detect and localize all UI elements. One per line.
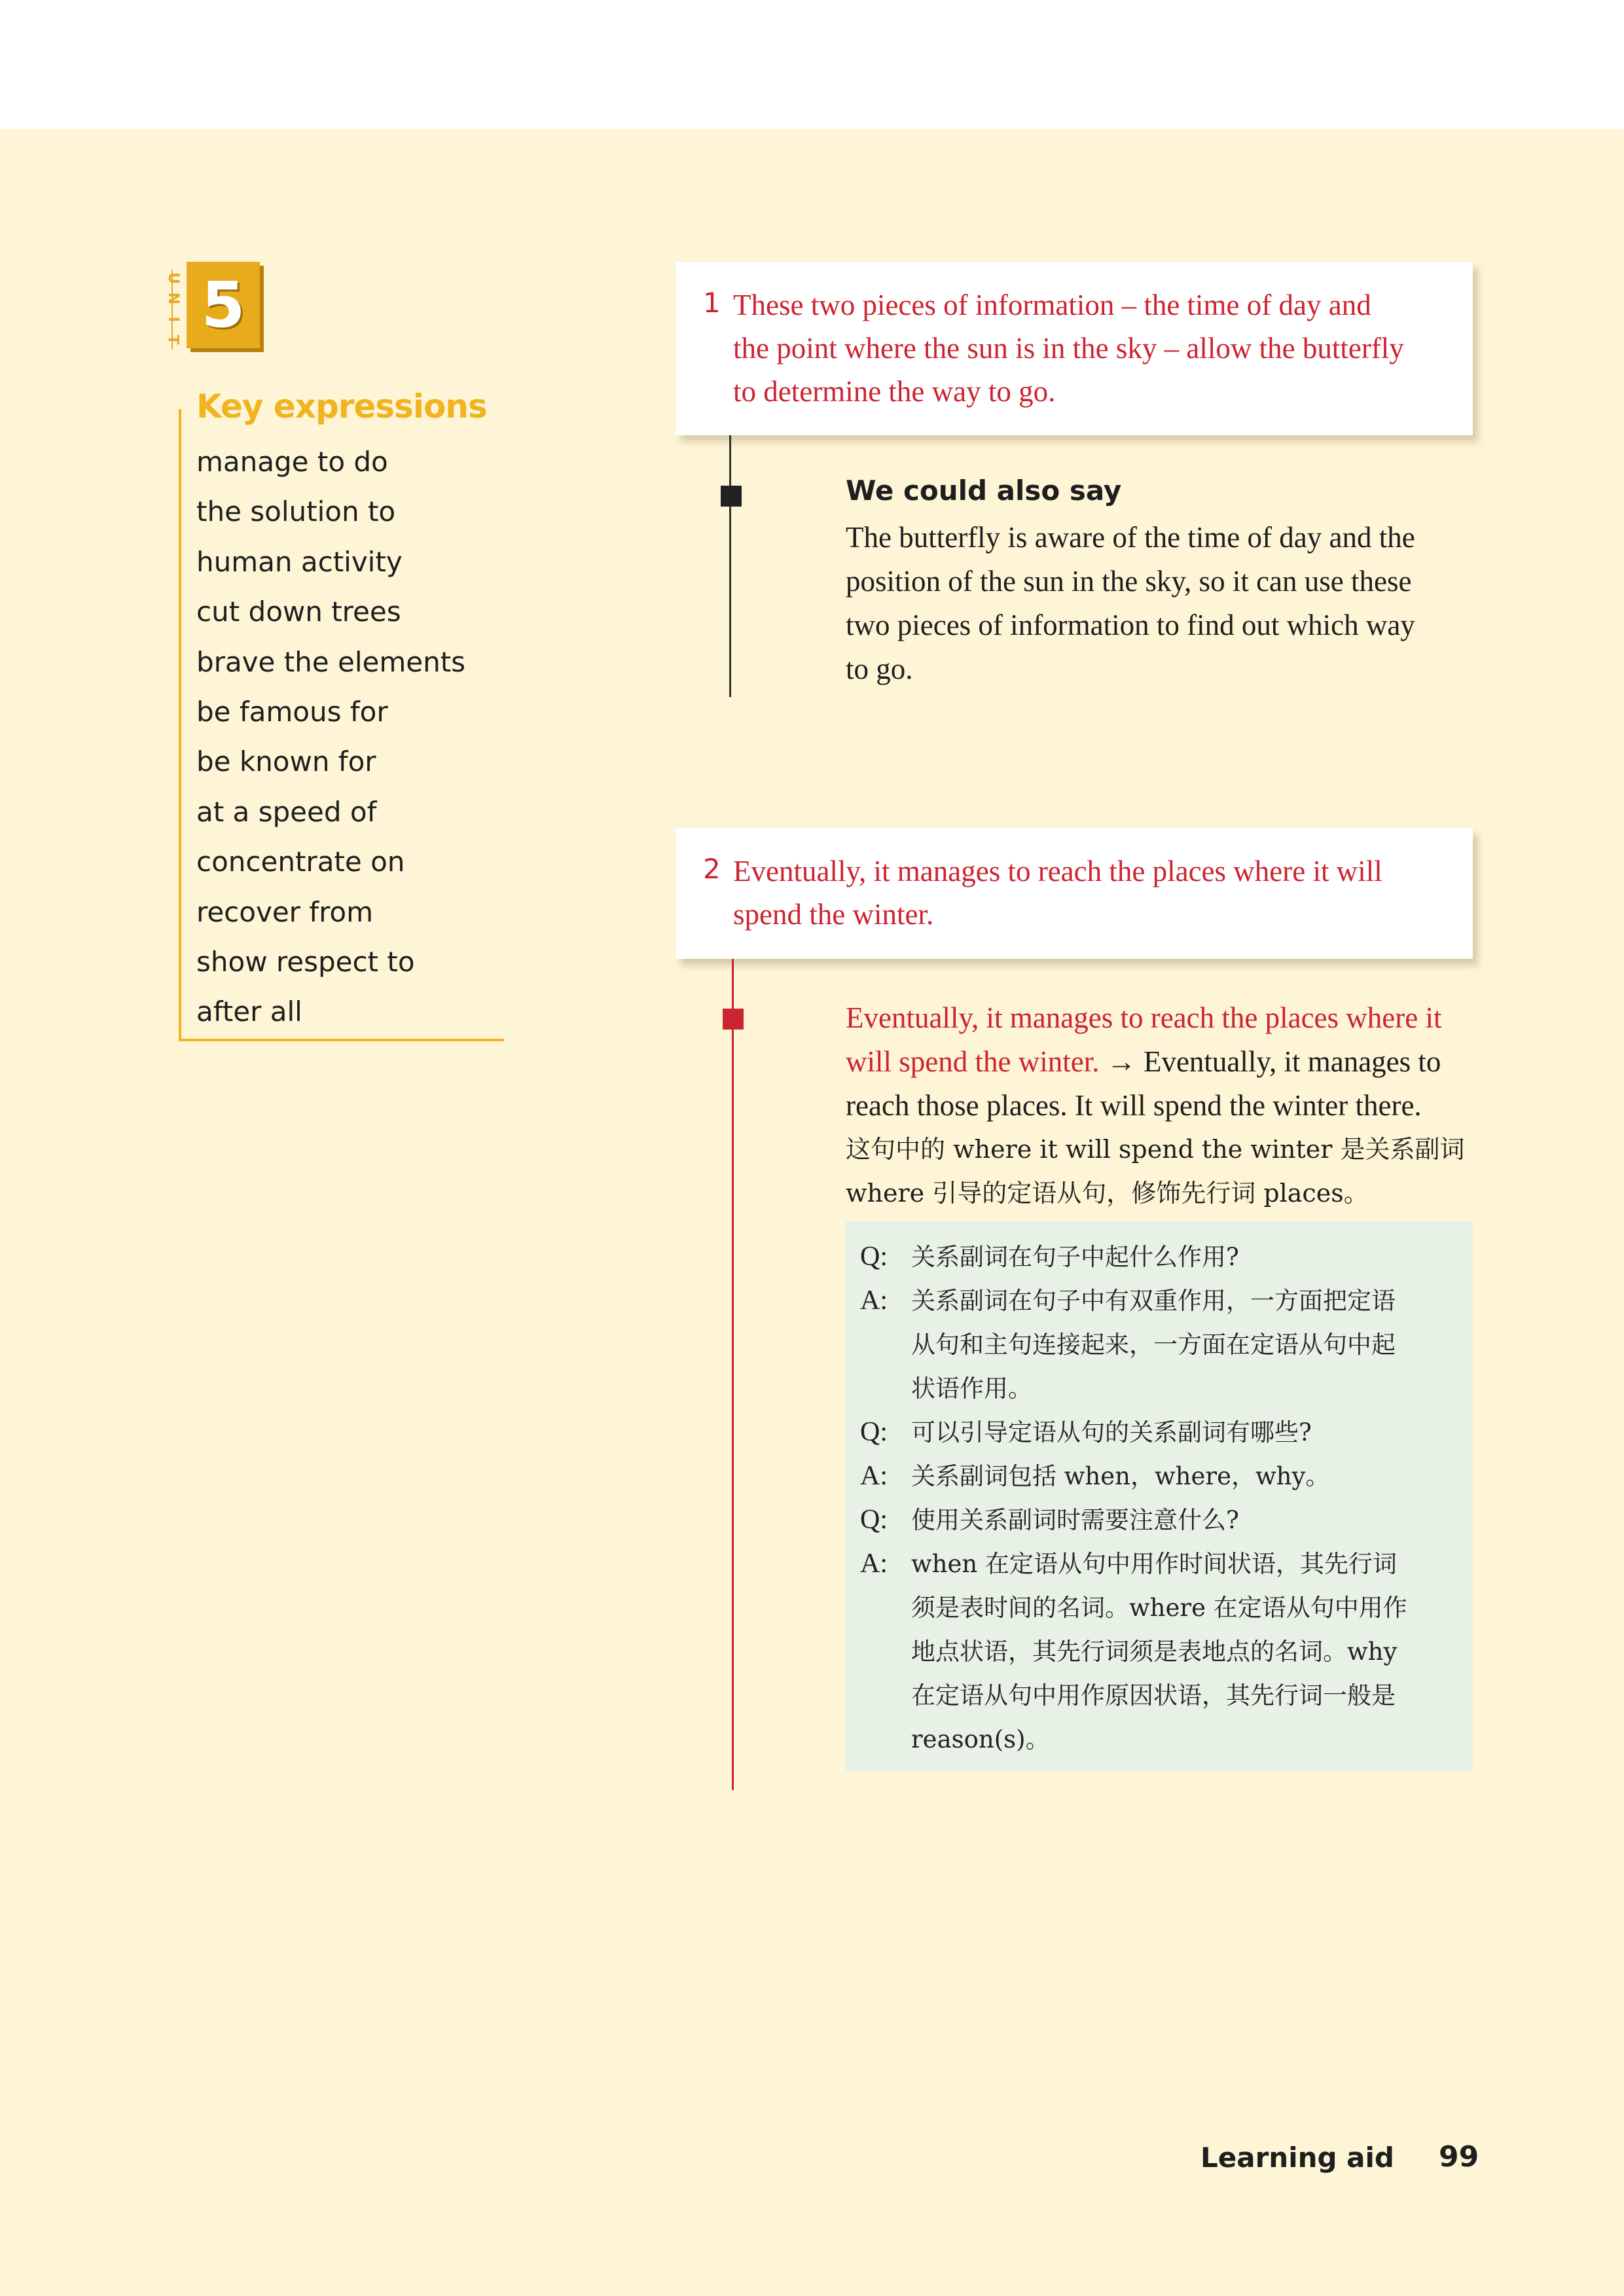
qa-label: A: [860, 1285, 888, 1316]
text-line: position of the sun in the sky, so it can use these [846, 565, 1412, 598]
text-line: 状语作用。 [911, 1374, 1032, 1403]
text-line: reason(s)。 [911, 1725, 1050, 1753]
qa-item [860, 1498, 1453, 1542]
connector-line [732, 959, 734, 1790]
text-line: 使用关系副词时需要注意什么? [911, 1506, 1239, 1534]
qa-label: Q: [860, 1242, 888, 1272]
sentence-2-box [676, 828, 1473, 959]
qa-item [860, 1410, 1453, 1454]
text-line: the point where the sun is in the sky – allow the butterfly [733, 332, 1404, 365]
unit-label [164, 270, 182, 348]
list-item: brave the elements [196, 645, 466, 678]
list-item: cut down trees [196, 596, 401, 628]
list-item: concentrate on [196, 846, 405, 878]
qa-label: A: [860, 1549, 888, 1579]
qa-label: A: [860, 1461, 888, 1491]
unit-letter: T [164, 334, 181, 345]
also-say-title: We could also say [846, 475, 1122, 507]
key-expressions-border [179, 409, 181, 1041]
sentence-1-text [733, 283, 1434, 413]
qa-box [846, 1221, 1473, 1771]
text-line: 关系副词在句子中起什么作用? [911, 1243, 1239, 1271]
sentence-2-text [733, 850, 1434, 936]
also-say-text [846, 516, 1458, 691]
text-line: 须是表时间的名词。where 在定语从句中用作 [911, 1594, 1407, 1622]
key-expressions-underline [179, 1039, 504, 1041]
qa-item [860, 1235, 1453, 1279]
connector-line [729, 435, 731, 697]
list-item: manage to do [196, 446, 388, 478]
qa-label: Q: [860, 1417, 888, 1447]
list-item: be famous for [196, 695, 388, 728]
page-number: 99 [1439, 2140, 1479, 2174]
explanation [846, 996, 1474, 1215]
unit-number: 5 [201, 268, 245, 342]
text-line: spend the winter. [733, 898, 934, 931]
list-item: human activity [196, 545, 403, 578]
text-line: when 在定语从句中用作时间状语，其先行词 [911, 1550, 1397, 1578]
qa-item [860, 1542, 1453, 1761]
unit-letter: U [165, 272, 181, 284]
sentence-number: 2 [703, 853, 721, 885]
footer-section-label: Learning aid [1200, 2142, 1394, 2174]
text-line: will spend the winter. [846, 1045, 1100, 1078]
unit-badge [187, 262, 260, 348]
text-line: where 引导的定语从句，修饰先行词 places。 [846, 1179, 1369, 1208]
sentence-1-box [676, 262, 1473, 435]
text-line: 关系副词在句子中有双重作用，一方面把定语 [911, 1287, 1396, 1315]
list-item: at a speed of [196, 795, 377, 828]
text-line: reach those places. It will spend the winter there. [846, 1089, 1422, 1122]
qa-label: Q: [860, 1505, 888, 1535]
list-item: after all [196, 996, 302, 1028]
text-line: 关系副词包括 when，where，why。 [911, 1462, 1330, 1490]
list-item: the solution to [196, 495, 396, 528]
key-expressions-title: Key expressions [196, 387, 487, 425]
text-line: 这句中的 where it will spend the winter 是关系副词 [846, 1135, 1465, 1164]
text-line: two pieces of information to find out which way [846, 609, 1415, 641]
unit-letter: N [164, 293, 181, 305]
text-line: to go. [846, 653, 913, 685]
text-line: The butterfly is aware of the time of day and the [846, 521, 1415, 554]
text-line: 从句和主句连接起来，一方面在定语从句中起 [911, 1331, 1396, 1359]
text-line: Eventually, it manages to reach the places where it [846, 1001, 1442, 1034]
unit-letter: I [165, 316, 181, 322]
text-line: Eventually, it manages to reach the places where it will [733, 855, 1382, 888]
text-line: 地点状语，其先行词须是表地点的名词。why [911, 1638, 1398, 1666]
text-line: 可以引导定语从句的关系副词有哪些? [911, 1418, 1312, 1446]
qa-item [860, 1454, 1453, 1498]
bullet-square [721, 486, 742, 507]
text-line: → Eventually, it manages to [1099, 1045, 1441, 1078]
sentence-number: 1 [703, 287, 721, 319]
key-expressions-list [196, 437, 465, 1037]
list-item: show respect to [196, 945, 415, 978]
qa-item [860, 1279, 1453, 1410]
text-line: 在定语从句中用作原因状语，其先行词一般是 [911, 1681, 1396, 1710]
bullet-square [723, 1009, 744, 1030]
list-item: be known for [196, 745, 376, 778]
text-line: to determine the way to go. [733, 375, 1056, 408]
list-item: recover from [196, 895, 374, 928]
text-line: These two pieces of information – the time of day and [733, 289, 1371, 321]
